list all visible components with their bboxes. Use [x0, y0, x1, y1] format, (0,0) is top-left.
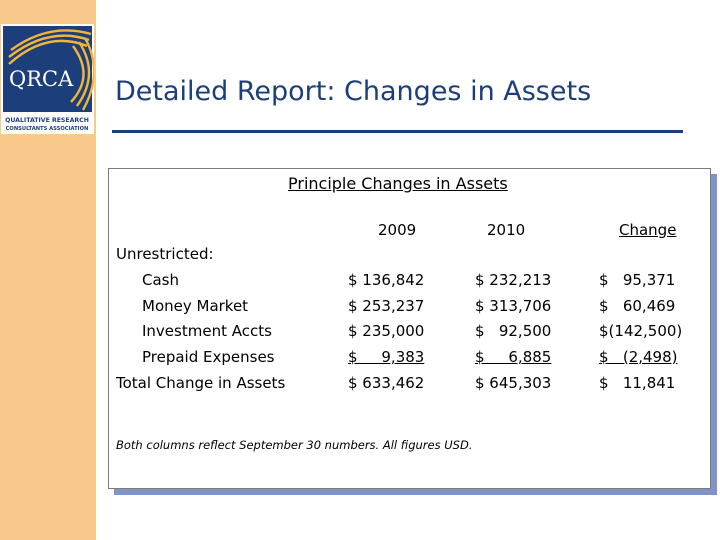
qrca-logo: [1, 24, 94, 134]
logo-abbr: QRCA: [9, 67, 74, 91]
logo-line1: QUALITATIVE RESEARCH: [5, 117, 89, 124]
cell-2009-money-market: $ 253,237: [348, 297, 425, 315]
cell-2010-money-market: $ 313,706: [475, 297, 552, 315]
cell-2009-prepaid: $ 9,383: [348, 348, 425, 366]
cell-change-total: $ 11,841: [599, 374, 676, 392]
title-divider: [112, 130, 683, 133]
table-caption: Principle Changes in Assets: [288, 174, 508, 193]
section-label: Unrestricted:: [116, 245, 214, 263]
logo-line2: CONSULTANTS ASSOCIATION: [5, 126, 89, 132]
cell-change-prepaid: $ (2,498): [599, 348, 678, 366]
row-label-investment: Investment Accts: [142, 322, 272, 340]
cell-2010-total: $ 645,303: [475, 374, 552, 392]
cell-change-money-market: $ 60,469: [599, 297, 676, 315]
cell-2010-investment: $ 92,500: [475, 322, 552, 340]
cell-change-cash: $ 95,371: [599, 271, 676, 289]
row-label-money-market: Money Market: [142, 297, 249, 315]
row-label-total: Total Change in Assets: [116, 374, 286, 392]
cell-2010-prepaid: $ 6,885: [475, 348, 552, 366]
col-header-change: Change: [619, 221, 677, 239]
row-label-cash: Cash: [142, 271, 179, 289]
cell-2009-investment: $ 235,000: [348, 322, 425, 340]
cell-2009-cash: $ 136,842: [348, 271, 425, 289]
cell-2010-cash: $ 232,213: [475, 271, 552, 289]
page-title: Detailed Report: Changes in Assets: [115, 76, 592, 107]
table-footnote: Both columns reflect September 30 numbers. All figures USD.: [116, 438, 473, 452]
row-label-prepaid: Prepaid Expenses: [142, 348, 275, 366]
col-header-2010: 2010: [487, 221, 526, 239]
col-header-2009: 2009: [378, 221, 417, 239]
cell-2009-total: $ 633,462: [348, 374, 425, 392]
cell-change-investment: $(142,500): [599, 322, 683, 340]
